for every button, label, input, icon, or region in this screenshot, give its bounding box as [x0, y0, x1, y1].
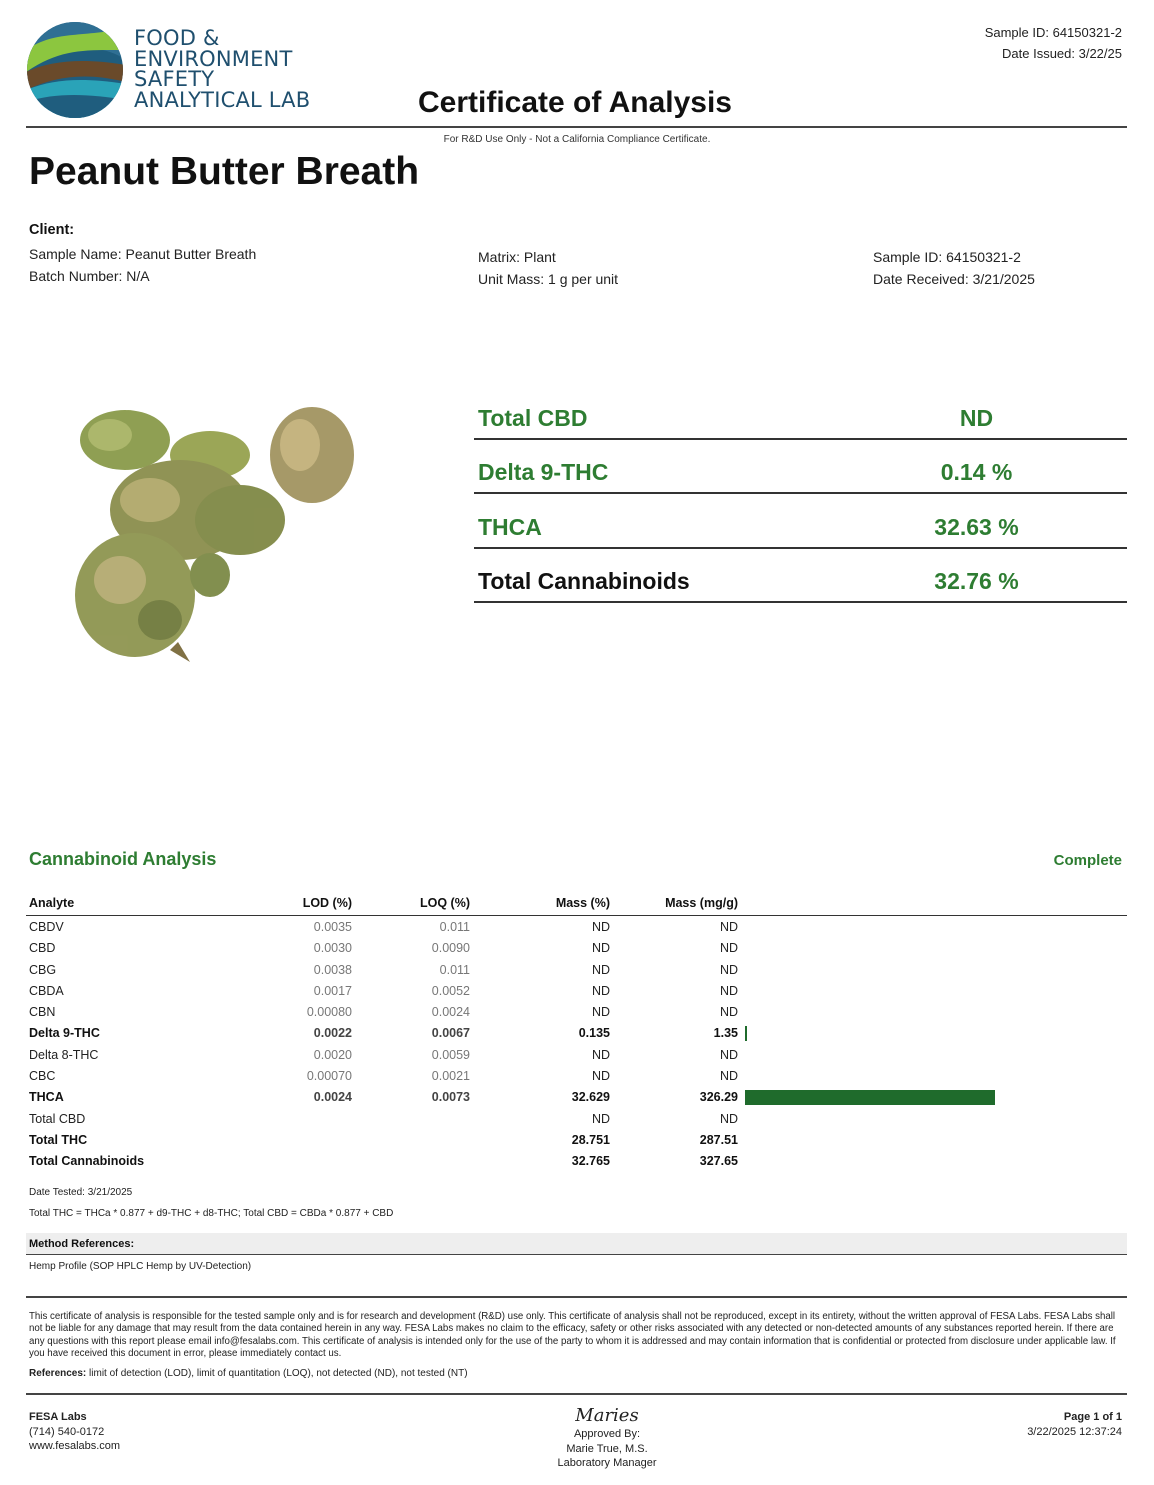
potency-summary — [474, 385, 1127, 603]
footer-company — [29, 1410, 120, 1454]
matrix: Matrix: Plant — [478, 249, 556, 265]
table-row — [26, 1067, 1127, 1088]
company-name: FESA Labs — [29, 1411, 87, 1423]
mass-pct-cell: ND — [591, 983, 610, 998]
loq-cell: 0.0052 — [431, 983, 470, 998]
mass-pct-cell: ND — [591, 1047, 610, 1062]
analysis-title: Cannabinoid Analysis — [29, 849, 217, 869]
analyte-cell: CBG — [29, 962, 57, 977]
mass-mg-cell: 1.35 — [713, 1026, 738, 1041]
loq-cell: 0.0073 — [431, 1090, 470, 1105]
mass-mg-cell: 327.65 — [699, 1154, 738, 1169]
analyte-cell: CBC — [29, 1069, 56, 1084]
table-row — [26, 1024, 1127, 1045]
lab-logo — [26, 20, 326, 120]
summary-value: 32.76 % — [934, 568, 1019, 594]
loq-cell: 0.011 — [439, 920, 470, 934]
loq-cell: 0.0021 — [431, 1069, 470, 1084]
mass-mg-cell: ND — [719, 1111, 738, 1126]
references — [29, 1368, 468, 1379]
lod-cell: 0.0024 — [313, 1090, 352, 1105]
divider — [26, 1393, 1127, 1395]
col-mass-pct: Mass (%) — [555, 896, 610, 910]
col-mass-mg: Mass (mg/g) — [665, 896, 738, 910]
table-row — [26, 1003, 1127, 1024]
mass-pct-cell: ND — [591, 1069, 610, 1084]
summary-row-thca — [474, 494, 1127, 549]
footer-page-info — [1027, 1410, 1122, 1439]
references-label: References: — [29, 1368, 87, 1379]
signature: Maries — [575, 1405, 639, 1426]
summary-label: Total CBD — [478, 404, 588, 431]
lab-logo-text: FOOD & ENVIRONMENT SAFETY ANALYTICAL LAB — [134, 26, 311, 112]
lod-cell: 0.0038 — [313, 962, 352, 977]
report-timestamp: 3/22/2025 12:37:24 — [1027, 1425, 1122, 1438]
analysis-table-header — [26, 896, 1127, 916]
analysis-status: Complete — [1053, 852, 1122, 869]
header-sample-id: Sample ID: 64150321-2 — [984, 25, 1122, 40]
unit-mass: Unit Mass: 1 g per unit — [478, 271, 619, 287]
analyte-cell: THCA — [29, 1090, 64, 1105]
table-row — [26, 982, 1127, 1003]
analyte-cell: CBDV — [29, 920, 64, 934]
mass-mg-cell: 287.51 — [699, 1132, 738, 1147]
divider — [26, 1296, 1127, 1298]
mass-bar — [745, 1090, 995, 1105]
mass-pct-cell: ND — [591, 920, 610, 934]
analyte-cell: Total CBD — [29, 1111, 86, 1126]
mass-pct-cell: 32.629 — [571, 1090, 610, 1105]
method-reference-text: Hemp Profile (SOP HPLC Hemp by UV-Detection) — [29, 1261, 252, 1272]
loq-cell: 0.0090 — [431, 941, 470, 956]
lod-cell: 0.00070 — [306, 1069, 352, 1084]
header-meta — [985, 22, 1122, 64]
mass-mg-cell: ND — [719, 920, 738, 934]
analyte-cell: Delta 8-THC — [29, 1047, 99, 1062]
batch-number: Batch Number: N/A — [29, 268, 150, 284]
product-name: Peanut Butter Breath — [29, 150, 420, 193]
summary-row-total-cannabinoids — [474, 549, 1127, 604]
header-date-issued: Date Issued: 3/22/25 — [1002, 46, 1122, 61]
mass-pct-cell: 28.751 — [571, 1132, 610, 1147]
lod-cell: 0.0035 — [313, 920, 352, 934]
mass-pct-cell: ND — [591, 1111, 610, 1126]
mass-mg-cell: ND — [719, 941, 738, 956]
loq-cell: 0.011 — [439, 962, 470, 977]
mass-mg-cell: 326.29 — [699, 1090, 738, 1105]
method-references-label: Method References: — [29, 1238, 135, 1250]
date-received: Date Received: 3/21/2025 — [873, 271, 1035, 287]
client-info-right — [873, 246, 1035, 290]
date-tested: Date Tested: 3/21/2025 — [29, 1187, 133, 1198]
company-website: www.fesalabs.com — [29, 1440, 121, 1452]
summary-label: THCA — [478, 513, 542, 540]
summary-value: ND — [959, 404, 994, 431]
references-text: limit of detection (LOD), limit of quantitation (LOQ), not detected (ND), not tested (NT) — [86, 1368, 468, 1379]
analysis-table-body — [26, 918, 1127, 1174]
lod-cell: 0.0017 — [313, 983, 352, 998]
col-lod: LOD (%) — [302, 896, 352, 910]
total-formula: Total THC = THCa * 0.877 + d9-THC + d8-THC; Total CBD = CBDa * 0.877 + CBD — [29, 1208, 394, 1219]
mass-pct-cell: ND — [591, 941, 610, 956]
client-sample-id: Sample ID: 64150321-2 — [873, 249, 1021, 265]
analyte-cell: CBDA — [29, 983, 64, 998]
header-divider — [26, 126, 1127, 128]
document-title: Certificate of Analysis — [418, 86, 732, 119]
summary-row-delta9-thc — [474, 440, 1127, 495]
summary-value: 0.14 % — [940, 459, 1013, 485]
approver-title: Laboratory Manager — [557, 1457, 657, 1469]
table-row — [26, 961, 1127, 982]
analyte-cell: CBN — [29, 1005, 56, 1020]
col-analyte: Analyte — [29, 896, 75, 910]
method-references-header — [26, 1233, 1127, 1255]
client-label: Client: — [29, 222, 75, 238]
table-row — [26, 939, 1127, 960]
mass-mg-cell: ND — [719, 1069, 738, 1084]
legal-disclaimer: This certificate of analysis is responsible for the tested sample only and is for research and development (R&D) use only. This certificate of analysis shall not be reproduced, except in its entirety, without the written approval of FESA Labs. FESA Labs shall not be liable for any damage that may result from the data contained herein in any way. FESA Labs makes no claim to the efficacy, safety or other risks associated with any detected or non-detected amounts of any substances reported herein. If there are any questions with this report please email info@fesalabs.com. This certificate of analysis is intended only for the use of the party to whom it is addressed and may contain information that is confidential or protected from disclosure under applicable law. If you have received this document in error, please immediately contact us. — [29, 1311, 1116, 1360]
client-info-left — [29, 243, 256, 287]
col-loq: LOQ (%) — [420, 896, 470, 910]
approver-name: Marie True, M.S. — [566, 1442, 648, 1455]
footer-approval — [507, 1405, 707, 1471]
table-row — [26, 1110, 1127, 1131]
summary-label: Total Cannabinoids — [478, 568, 690, 594]
lod-cell: 0.0020 — [313, 1047, 352, 1062]
mass-mg-cell: ND — [719, 983, 738, 998]
mass-pct-cell: ND — [591, 962, 610, 977]
sample-name: Sample Name: Peanut Butter Breath — [29, 246, 257, 262]
analyte-cell: Total THC — [29, 1132, 88, 1147]
page-number: Page 1 of 1 — [1063, 1411, 1122, 1423]
mass-pct-cell: 32.765 — [571, 1154, 610, 1169]
mass-bar — [745, 1026, 747, 1041]
mass-pct-cell: ND — [591, 1005, 610, 1020]
analyte-cell: Delta 9-THC — [29, 1026, 100, 1041]
mass-mg-cell: ND — [719, 1047, 738, 1062]
lod-cell: 0.0030 — [313, 941, 352, 956]
mass-pct-cell: 0.135 — [578, 1026, 610, 1041]
lab-logo-icon — [26, 20, 126, 120]
company-phone: (714) 540-0172 — [29, 1425, 105, 1438]
approved-by-label: Approved By: — [573, 1428, 641, 1440]
table-row — [26, 918, 1127, 939]
mass-mg-cell: ND — [719, 962, 738, 977]
table-row — [26, 1131, 1127, 1152]
loq-cell: 0.0024 — [431, 1005, 470, 1020]
analyte-cell: Total Cannabinoids — [29, 1154, 145, 1169]
summary-row-total-cbd — [474, 385, 1127, 440]
client-info-middle — [478, 246, 618, 290]
table-row — [26, 1088, 1127, 1109]
mass-mg-cell: ND — [719, 1005, 738, 1020]
analyte-cell: CBD — [29, 941, 56, 956]
loq-cell: 0.0067 — [431, 1026, 470, 1041]
lod-cell: 0.0022 — [313, 1026, 352, 1041]
table-row — [26, 1152, 1127, 1173]
summary-value: 32.63 % — [934, 513, 1019, 540]
lod-cell: 0.00080 — [306, 1005, 352, 1020]
loq-cell: 0.0059 — [431, 1047, 470, 1062]
table-row — [26, 1046, 1127, 1067]
summary-label: Delta 9-THC — [478, 459, 609, 485]
product-photo — [40, 380, 380, 690]
rd-disclaimer: For R&D Use Only - Not a California Compliance Certificate. — [443, 134, 711, 145]
